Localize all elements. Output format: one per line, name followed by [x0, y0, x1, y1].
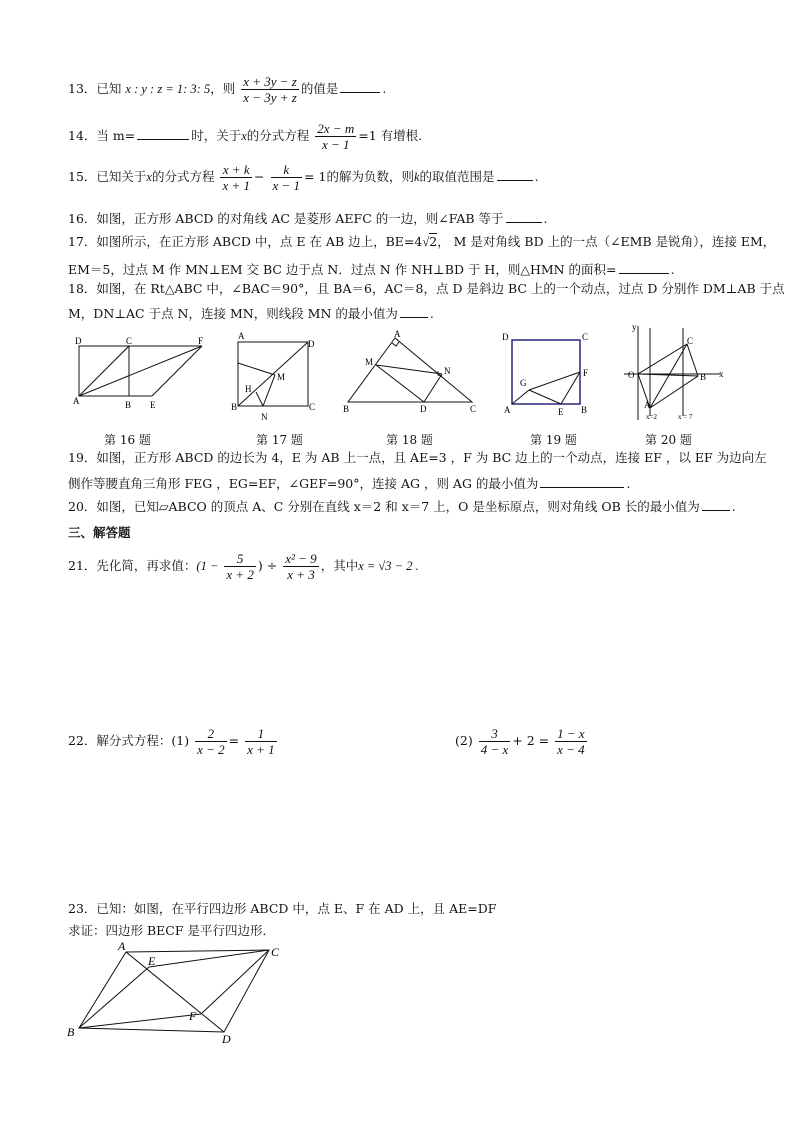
question-22-part-2: (2) $\frac{3}{4 - x}$ + 2 = $\frac{1 - x}{x - 4}$ — [455, 726, 585, 757]
q13-text: 已知 — [96, 81, 122, 96]
fig20-label-x2: x=2 — [646, 413, 657, 421]
fig17-label-N: N — [261, 412, 268, 422]
fig18-label-A: A — [394, 330, 401, 339]
question-20: 20．如图，已知▱ABCO 的顶点 A、C 分别在直线 x＝2 和 x＝7 上，O 是坐标原点，则对角线 OB 长的最小值为 . — [68, 499, 736, 514]
q14-fraction: $\frac{2x - m}{x - 1}$ — [317, 121, 355, 152]
fig18-label-D: D — [420, 404, 427, 414]
fig23-label-B: B — [67, 1025, 75, 1039]
q15-fraction-1: $\frac{x + k}{x + 1}$ — [222, 162, 251, 193]
question-16: 16．如图，正方形 ABCD 的对角线 AC 是菱形 AEFC 的一边，则∠FAB 等于 . — [68, 211, 548, 226]
fig19-label-A: A — [504, 405, 511, 415]
figure-16 — [72, 336, 212, 416]
q13-ratio: x : y : z = 1: 3: 5 — [125, 82, 211, 96]
fig20-label-C: C — [687, 336, 694, 346]
fig19-label-E: E — [558, 407, 564, 417]
fig19-label-D: D — [502, 332, 509, 342]
fig16-label-A: A — [73, 396, 80, 406]
fig18-label-B: B — [343, 404, 350, 414]
q16-answer-blank — [506, 210, 542, 223]
fig16-label-B: B — [125, 400, 132, 410]
fig18-label-M: M — [365, 357, 374, 367]
question-14: 14．当 m= 时，关于x的分式方程 $\frac{2x - m}{x - 1}$ =1 有增根. — [68, 121, 423, 152]
question-13: 13．已知 x : y : z = 1: 3: 5，则 $\frac{x + 3y - z}{x - 3y + z}$ 的值是 . — [68, 74, 387, 105]
fig16-label-E: E — [150, 400, 156, 410]
fig23-label-C: C — [271, 945, 280, 959]
question-17-line-2: EM＝5，过点 M 作 MN⊥EM 交 BC 边于点 N．过点 N 作 NH⊥BD 于 H，则△HMN 的面积= . — [68, 262, 675, 277]
fig16-label-C: C — [126, 336, 133, 346]
fig16-label-D: D — [75, 336, 82, 346]
fig20-label-x7: x = 7 — [678, 413, 693, 421]
q15-answer-blank — [497, 168, 533, 181]
q14-text: 当 m= — [96, 128, 136, 143]
figure-18 — [340, 330, 480, 420]
q19-answer-blank — [540, 475, 624, 488]
fig17-label-C: C — [309, 402, 316, 412]
figure-23 — [64, 940, 294, 1045]
fig20-label-y: y — [632, 322, 637, 332]
caption-fig19: 第 19 题 — [530, 433, 577, 447]
fig19-label-B: B — [581, 405, 588, 415]
question-15: 15．已知关于x的分式方程 $\frac{x + k}{x + 1}$ − $\frac{k}{x - 1}$ = 1的解为负数，则k的取值范围是 . — [68, 162, 539, 193]
fig19-label-C: C — [582, 332, 589, 342]
fig16-label-F: F — [198, 336, 204, 346]
fig17-label-D: D — [308, 339, 315, 349]
fig20-label-O: O — [628, 370, 635, 380]
q13-answer-blank — [340, 80, 380, 93]
question-18-line-1: 18．如图，在 Rt△ABC 中，∠BAC＝90°，且 BA＝6，AC＝8，点 D 是斜边 BC 上的一个动点，过点 D 分别作 DM⊥AB 于点 — [68, 281, 785, 296]
q14-answer-blank — [137, 127, 189, 140]
q15-fraction-2: $\frac{k}{x - 1}$ — [272, 162, 301, 193]
figure-17 — [228, 330, 323, 425]
q13-number: 13． — [68, 81, 97, 96]
caption-fig20: 第 20 题 — [645, 433, 692, 447]
fig19-label-G: G — [520, 378, 527, 388]
fig23-label-A: A — [118, 940, 126, 953]
q13-fraction: $\frac{x + 3y - z}{x - 3y + z}$ — [243, 74, 297, 105]
question-22-part-1: 22．解分式方程：(1) $\frac{2}{x - 2}$ = $\frac{1}{x + 1}$ — [68, 726, 275, 757]
fig17-label-B: B — [231, 402, 238, 412]
fig20-label-A: A — [644, 400, 651, 410]
question-23-line-1: 23．已知：如图，在平行四边形 ABCD 中，点 E、F 在 AD 上，且 AE=DF — [68, 901, 497, 916]
fig20-label-x: x — [719, 369, 724, 379]
q18-answer-blank — [400, 305, 428, 318]
fig23-label-E: E — [148, 954, 156, 968]
caption-fig18: 第 18 题 — [386, 433, 433, 447]
fig17-label-H: H — [245, 384, 252, 394]
fig23-label-D: D — [222, 1032, 231, 1045]
question-23-line-2: 求证：四边形 BECF 是平行四边形． — [68, 923, 275, 938]
fig19-label-F: F — [583, 368, 589, 378]
caption-fig17: 第 17 题 — [256, 433, 303, 447]
caption-fig16: 第 16 题 — [104, 433, 151, 447]
fig17-label-M: M — [277, 372, 286, 382]
q13-text-mid: ，则 — [210, 81, 236, 96]
fig18-label-N: N — [444, 366, 451, 376]
q13-text-post: 的值是 — [300, 81, 339, 96]
question-18-line-2: M，DN⊥AC 于点 N，连接 MN，则线段 MN 的最小值为 . — [68, 306, 434, 321]
fig18-label-C: C — [470, 404, 477, 414]
figure-19 — [498, 328, 598, 420]
q17-answer-blank — [619, 261, 669, 274]
question-19-line-1: 19．如图，正方形 ABCD 的边长为 4，E 为 AB 上一点，且 AE=3 ，F 为 BC 边上的一个动点，连接 EF ，以 EF 为边向左 — [68, 450, 767, 465]
fig20-label-B: B — [700, 372, 707, 382]
fig23-label-F: F — [189, 1009, 197, 1023]
figure-20 — [620, 322, 730, 426]
fig17-label-A: A — [238, 331, 245, 341]
question-19-line-2: 侧作等腰直角三角形 FEG ，EG=EF，∠GEF=90°，连接 AG ，则 AG 的最小值为 . — [68, 476, 631, 491]
question-21: 21．先化简，再求值：(1 − $\frac{5}{x + 2}$ ) ÷ $\frac{\text{x² − 9}}{x + 3}$ ，其中x = √3 − 2 . — [68, 551, 419, 582]
question-17-line-1: 17．如图所示，在正方形 ABCD 中，点 E 在 AB 边上，BE=4√2， M 是对角线 BD 上的一点（∠EMB 是锐角），连接 EM， — [68, 234, 776, 249]
q16-text: 16．如图，正方形 ABCD 的对角线 AC 是菱形 AEFC 的一边，则∠FAB 等于 — [68, 211, 504, 226]
q20-answer-blank — [702, 498, 730, 511]
section-3-heading: 三、解答题 — [68, 525, 131, 540]
